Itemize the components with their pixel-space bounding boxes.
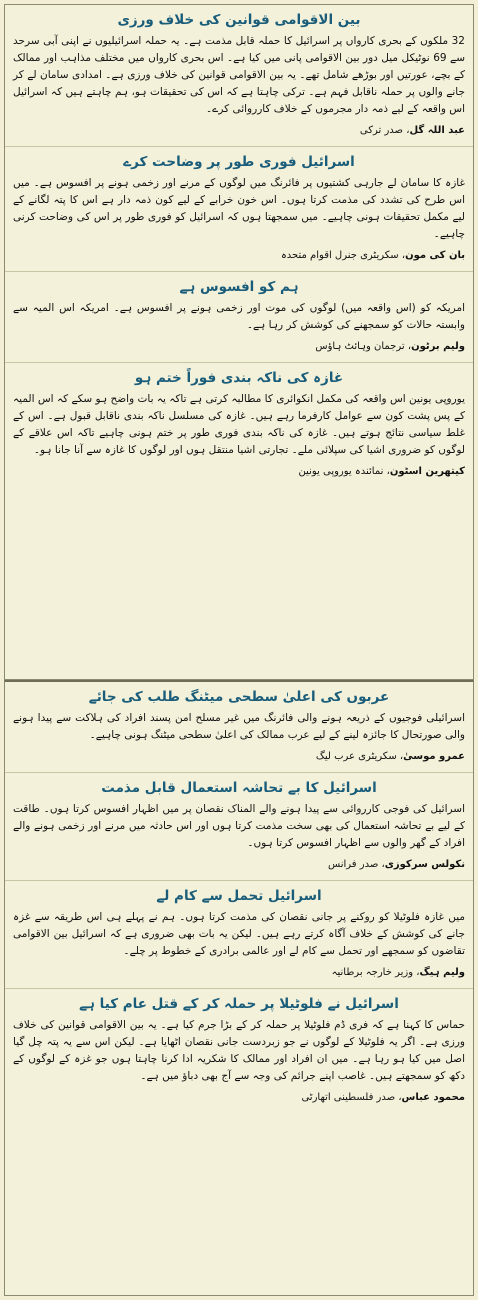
- statement-title: بین الاقوامی قوانین کی خلاف ورزی: [117, 12, 361, 28]
- statement-signature: کیتھرین اسٹون، نمائندہ یوروپی یونین: [298, 466, 465, 477]
- speaker-name: نکولس سرکوزی: [384, 859, 465, 870]
- top-panel: [4, 4, 474, 680]
- statement-body: میں غازہ فلوٹیلا کو روکنے پر جانی نقصان کی مذمت کرتا ہوں۔ ہم نے پہلے ہی اس طریقہ سے غزہ جانے کی کوشش کے خلاف آگاہ کرتے رہے ہیں۔ لیکن یہ بات بھی ضروری ہے کہ اسرائیل بین الاقوامی تقاضوں کو سمجھے اور تحمل سے کام لے اور عالمی برادری کے خطوط پر چلے۔: [13, 911, 465, 957]
- speaker-role: نمائندہ یوروپی یونین: [298, 466, 384, 477]
- statement-signature: بان کی مون، سکریٹری جنرل اقوام متحدہ: [280, 250, 465, 261]
- statement-body: حماس کا کہنا ہے کہ فری ڈم فلوٹیلا پر حملہ کر کے بڑا جرم کیا ہے۔ یہ بین الاقوامی قوانین کی خلاف ورزی ہے۔ اگر یہ فلوٹیلا کے لوگوں نے جو زبردست جانی نقصان اٹھایا ہے۔ لیکن اس سے یہ پتہ چل گیا اصل میں کیا ہو رہا ہے۔ میں ان افراد اور ممالک کا شکریہ ادا کرنا چاہتا ہوں جو غزہ کے لوگوں کے دکھ کو سمجھتے ہیں۔ غاصب اپنے جرائم کی وجہ سے آج بھی دباؤ میں ہے۔: [13, 1019, 465, 1082]
- statement-title: اسرائیل کا بے تحاشہ استعمال قابل مذمت: [101, 780, 377, 796]
- statement-body: 32 ملکوں کے بحری کارواں پر اسرائیل کا حملہ قابل مذمت ہے۔ یہ حملہ اسرائیلیوں نے اپنی آبی سرحد سے 69 نوٹیکل میل دور بین الاقوامی پانی میں کیا ہے۔ اس بحری کارواں میں مختلف مذاہب اور ممالک کے بچے، عورتیں اور بوڑھے شامل تھے۔ یہ بین الاقوامی قوانین کی خلاف ورزی ہے۔ امدادی سامان لے کر جانے والوں پر حملہ ناقابل فہم ہے۔ ترکی چاہتا ہے کہ اس کی تحقیقات ہو، ہم چاہتے ہیں کہ اسرائیل اس واقعہ کے لیے ذمہ دار مجرموں کے خلاف کارروائی کرے۔: [13, 35, 465, 115]
- statement-turkey: [5, 9, 473, 140]
- statement-eu: [5, 362, 473, 481]
- statement-title: ہم کو افسوس ہے: [179, 279, 299, 295]
- statement-signature: عبد اللہ گل، صدر ترکی: [359, 125, 465, 136]
- speaker-role: صدر فرانس: [327, 859, 379, 870]
- speaker-name: ولیم ہیگ: [419, 967, 465, 978]
- statement-body: اسرائیل کی فوجی کارروائی سے پیدا ہونے والے المناک نقصان پر میں اظہار افسوس کرتا ہوں۔ طاقت کے لیے بے تحاشہ استعمال کی بھی سخت مذمت کرتا ہوں اور اس حادثہ میں مرنے اور زخمی ہونے والے افراد کے گھر والوں سے اظہار افسوس کرتا ہوں۔: [13, 803, 465, 849]
- statement-un: [5, 146, 473, 265]
- speaker-name: کیتھرین اسٹون: [389, 466, 465, 477]
- statement-usa: [5, 271, 473, 356]
- statement-signature: عمرو موسیٰ، سکریٹری عرب لیگ: [315, 751, 465, 762]
- statement-arab-league: [5, 686, 473, 766]
- statement-title: غازہ کی ناکہ بندی فوراً ختم ہو: [134, 370, 344, 386]
- statement-signature: ولیم ہیگ، وزیر خارجہ برطانیہ: [331, 967, 465, 978]
- speaker-role: سکریٹری جنرل اقوام متحدہ: [280, 250, 399, 261]
- statement-title: عربوں کی اعلیٰ سطحی میٹنگ طلب کی جائے: [88, 689, 390, 705]
- speaker-name: عمرو موسیٰ: [403, 751, 465, 762]
- statement-body: امریکہ کو (اس واقعہ میں) لوگوں کی موت اور زخمی ہونے پر افسوس ہے۔ امریکہ اس المیہ سے وابستہ حالات کو سمجھنے کی کوشش کر رہا ہے۔: [13, 302, 465, 331]
- statement-palestine: [5, 988, 473, 1107]
- speaker-role: وزیر خارجہ برطانیہ: [331, 967, 414, 978]
- statement-title: اسرائیل فوری طور پر وضاحت کرے: [123, 154, 355, 170]
- speaker-role: صدر فلسطینی اتھارٹی: [301, 1092, 396, 1103]
- speaker-name: عبد اللہ گل: [409, 125, 465, 136]
- statement-body: یوروپی یونین اس واقعہ کی مکمل انکوائری کا مطالبہ کرتی ہے تاکہ یہ بات واضح ہو سکے کہ اس المیہ کے پس پشت کون سے عوامل کارفرما رہے ہیں۔ غازہ کی مسلسل ناکہ بندی ناقابل قبول ہے۔ اس کے غلط سیاسی نتائج ہوتے ہیں۔ غازہ کی ناکہ بندی فوری طور پر ختم ہونی چاہیے تاکہ اس علاقے کے لوگوں کو ضروری اشیا کی سپلائی ملے۔ تجارتی اشیا منتقل ہوں اور لوگوں کا غازہ سے آنا جانا ہو۔: [13, 393, 465, 456]
- speaker-role: سکریٹری عرب لیگ: [315, 751, 397, 762]
- statement-title: اسرائیل نے فلوٹیلا پر حملہ کر کے قتل عام کیا ہے: [79, 996, 399, 1012]
- speaker-name: بان کی مون: [405, 250, 465, 261]
- statement-signature: نکولس سرکوزی، صدر فرانس: [327, 859, 465, 870]
- speaker-role: ترجمان وہائٹ ہاؤس: [315, 341, 405, 352]
- speaker-name: ولیم برٹون: [411, 341, 465, 352]
- statement-signature: ولیم برٹون، ترجمان وہائٹ ہاؤس: [315, 341, 465, 352]
- statement-body: اسرائیلی فوجیوں کے ذریعہ ہونے والی فائرنگ میں غیر مسلح امن پسند افراد کی ہلاکت سے پیدا ہونے والی صورتحال کا جائزہ لینے کے لیے عرب ممالک کی اعلیٰ سطحی میٹنگ ہونی چاہیے۔: [13, 712, 465, 741]
- statement-france: [5, 772, 473, 874]
- statement-uk: [5, 880, 473, 982]
- bottom-panel: [4, 680, 474, 1296]
- speaker-name: محمود عباس: [401, 1092, 465, 1103]
- statement-signature: محمود عباس، صدر فلسطینی اتھارٹی: [301, 1092, 465, 1103]
- statement-body: غازہ کا سامان لے جارہی کشتیوں پر فائرنگ میں لوگوں کے مرنے اور زخمی ہونے پر افسوس ہے۔ میں اس طرح کی تشدد کی مذمت کرتا ہوں۔ اس خون خرابے کے لیے کون ذمہ دار ہے اس کا پتہ لگانے کے لیے مکمل تحقیقات ہونی چاہیے۔ میں سمجھتا ہوں کہ اسرائیل کو فوری طور پر اس کی وضاحت کرنی چاہیے۔: [13, 177, 465, 240]
- statement-title: اسرائیل تحمل سے کام لے: [156, 888, 322, 904]
- speaker-role: صدر ترکی: [359, 125, 404, 136]
